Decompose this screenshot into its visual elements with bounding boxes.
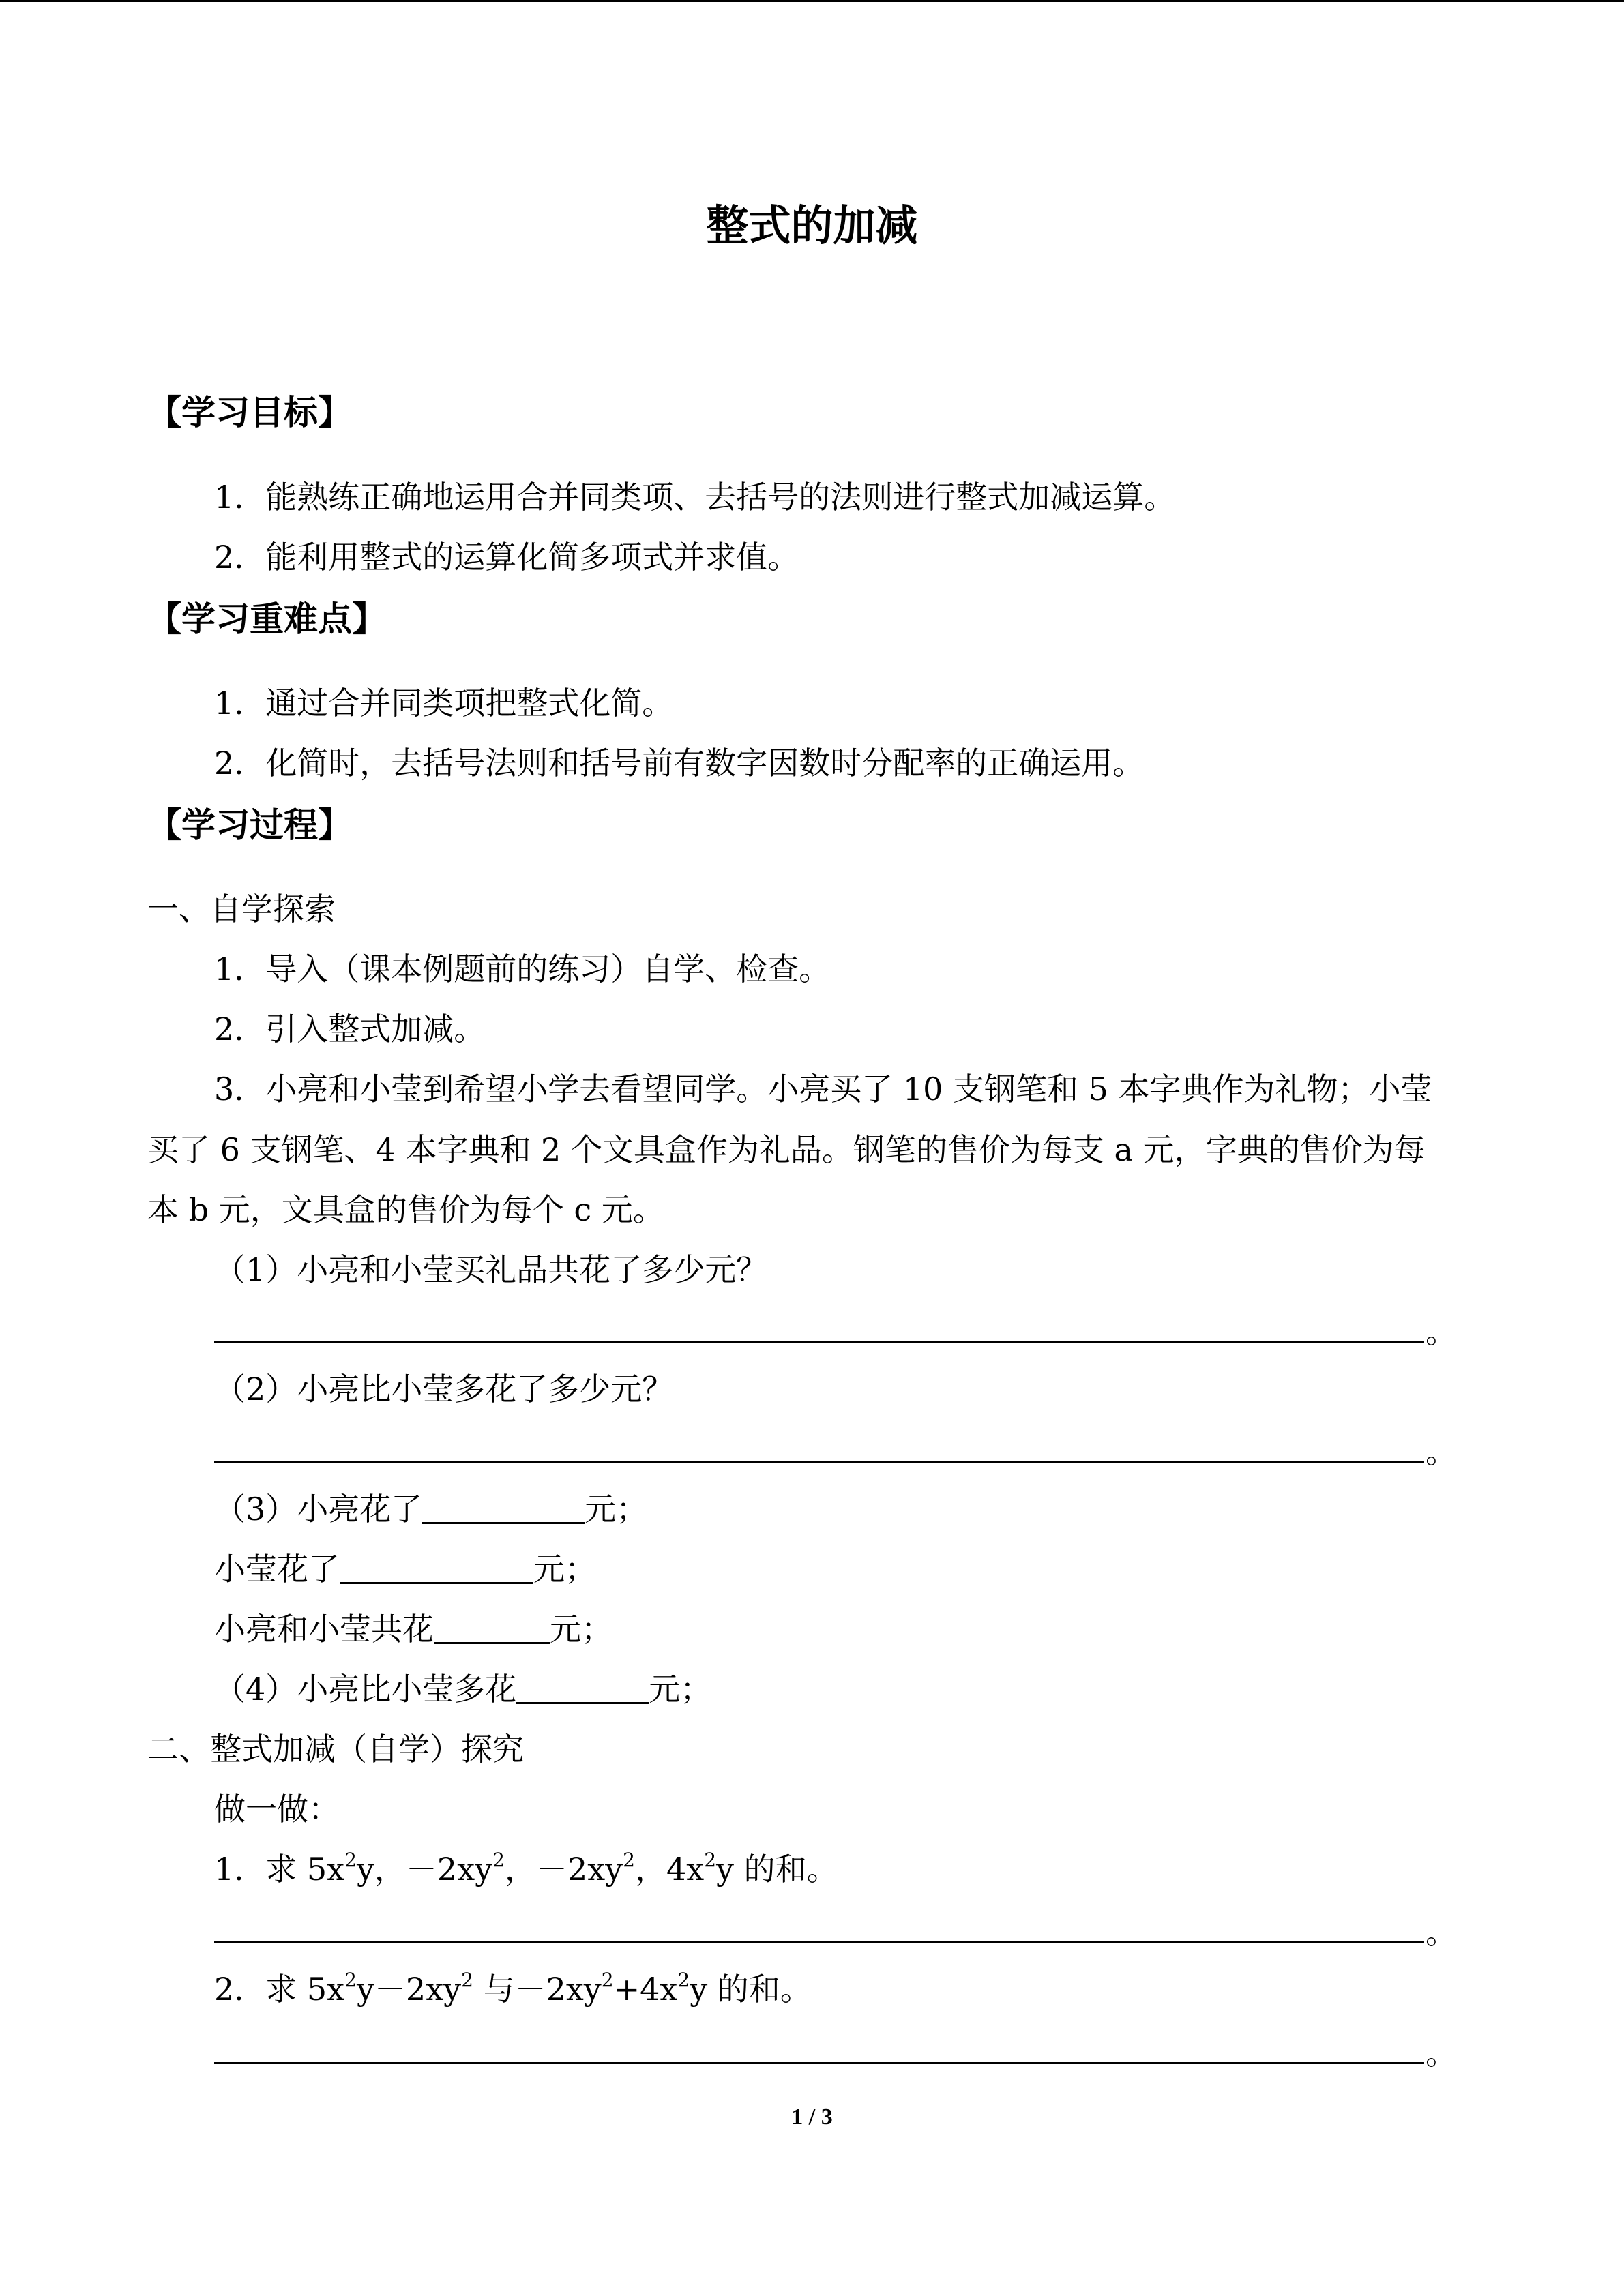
answer-line-1-period: 。 [1426, 1313, 1457, 1350]
answer-line-2[interactable] [214, 1461, 1424, 1463]
exercise-1 [214, 1849, 838, 1888]
key-point-item-1: 1．通过合并同类项把整式化简。 [214, 685, 674, 721]
key-point-item-2: 2．化简时，去括号法则和括号前有数字因数时分配率的正确运用。 [214, 745, 1145, 781]
exercise-2-term-2: 与－2xy [473, 1971, 602, 2008]
question-4-label: （4）小亮比小莹多花 [214, 1671, 517, 1708]
blank-3c[interactable] [434, 1615, 550, 1644]
section2-title: 二、整式加减（自学）探究 [147, 1731, 524, 1768]
blank-3a[interactable] [422, 1495, 585, 1524]
question-2: （2）小亮比小莹多花了多少元？ [214, 1371, 674, 1407]
exercise-1-suffix: y 的和。 [716, 1851, 838, 1888]
question-3c-unit: 元； [550, 1611, 612, 1648]
question-3b-unit: 元； [533, 1551, 596, 1587]
answer-line-ex2-period: 。 [1426, 2035, 1457, 2072]
section1-item-3-line-3: 本 b 元，文具盒的售价为每个 c 元。 [147, 1191, 664, 1228]
page-number: 1 / 3 [791, 2104, 833, 2130]
exercise-2 [214, 1969, 812, 2008]
question-3a [214, 1493, 647, 1525]
question-3b [214, 1553, 596, 1585]
exercise-2-suffix: y 的和。 [690, 1971, 812, 2008]
exponent: 2 [344, 1969, 357, 1991]
section1-item-3-line-2: 买了 6 支钢笔、4 本字典和 2 个文具盒作为礼品。钢笔的售价为每支 a 元，字典的售价为每 [147, 1131, 1426, 1168]
answer-line-1[interactable] [214, 1341, 1424, 1343]
exercise-1-prefix: 1．求 5x [214, 1851, 345, 1888]
question-1: （1）小亮和小莹买礼品共花了多少元？ [214, 1251, 768, 1288]
exponent: 2 [677, 1969, 690, 1991]
exercise-1-term-1: y，－2xy [356, 1851, 493, 1888]
answer-line-2-period: 。 [1426, 1433, 1457, 1470]
question-3a-label: （3）小亮花了 [214, 1491, 423, 1527]
goals-heading: 【学习目标】 [147, 393, 352, 432]
page-title: 整式的加减 [706, 200, 918, 250]
section1-item-3-line-1: 3．小亮和小莹到希望小学去看望同学。小亮买了 10 支钢笔和 5 本字典作为礼物；小莹 [214, 1071, 1432, 1107]
exercise-2-prefix: 2．求 5x [214, 1971, 345, 2008]
section1-item-2: 2．引入整式加减。 [214, 1011, 486, 1047]
question-3b-label: 小莹花了 [214, 1551, 340, 1587]
exponent: 2 [461, 1969, 473, 1991]
question-4 [214, 1671, 712, 1708]
section2-intro: 做一做： [214, 1791, 340, 1828]
top-border [0, 0, 1624, 2]
exponent: 2 [344, 1849, 357, 1871]
exercise-2-term-1: y－2xy [356, 1971, 462, 2008]
goal-item-1: 1．能熟练正确地运用合并同类项、去括号的法则进行整式加减运算。 [214, 479, 1176, 516]
exponent: 2 [623, 1849, 635, 1871]
question-3c [214, 1611, 612, 1648]
answer-line-ex1-period: 。 [1426, 1914, 1457, 1951]
exercise-2-term-3: +4x [613, 1971, 678, 2008]
exponent: 2 [601, 1969, 614, 1991]
question-3c-label: 小亮和小莹共花 [214, 1611, 434, 1648]
section1-title: 一、自学探索 [147, 891, 336, 927]
exercise-1-term-3: ，4x [634, 1851, 705, 1888]
key-points-heading: 【学习重难点】 [147, 599, 386, 639]
goal-item-2: 2．能利用整式的运算化简多项式并求值。 [214, 539, 799, 576]
exercise-1-term-2: ，－2xy [504, 1851, 623, 1888]
exponent: 2 [492, 1849, 505, 1871]
answer-line-ex2[interactable] [214, 2062, 1424, 2064]
section1-item-1: 1．导入（课本例题前的练习）自学、检查。 [214, 951, 831, 987]
question-3a-unit: 元； [585, 1491, 648, 1527]
blank-3b[interactable] [340, 1555, 533, 1584]
question-4-unit: 元； [649, 1671, 712, 1708]
blank-4[interactable] [516, 1675, 649, 1704]
answer-line-ex1[interactable] [214, 1941, 1424, 1943]
exponent: 2 [704, 1849, 717, 1871]
process-heading: 【学习过程】 [147, 805, 352, 845]
